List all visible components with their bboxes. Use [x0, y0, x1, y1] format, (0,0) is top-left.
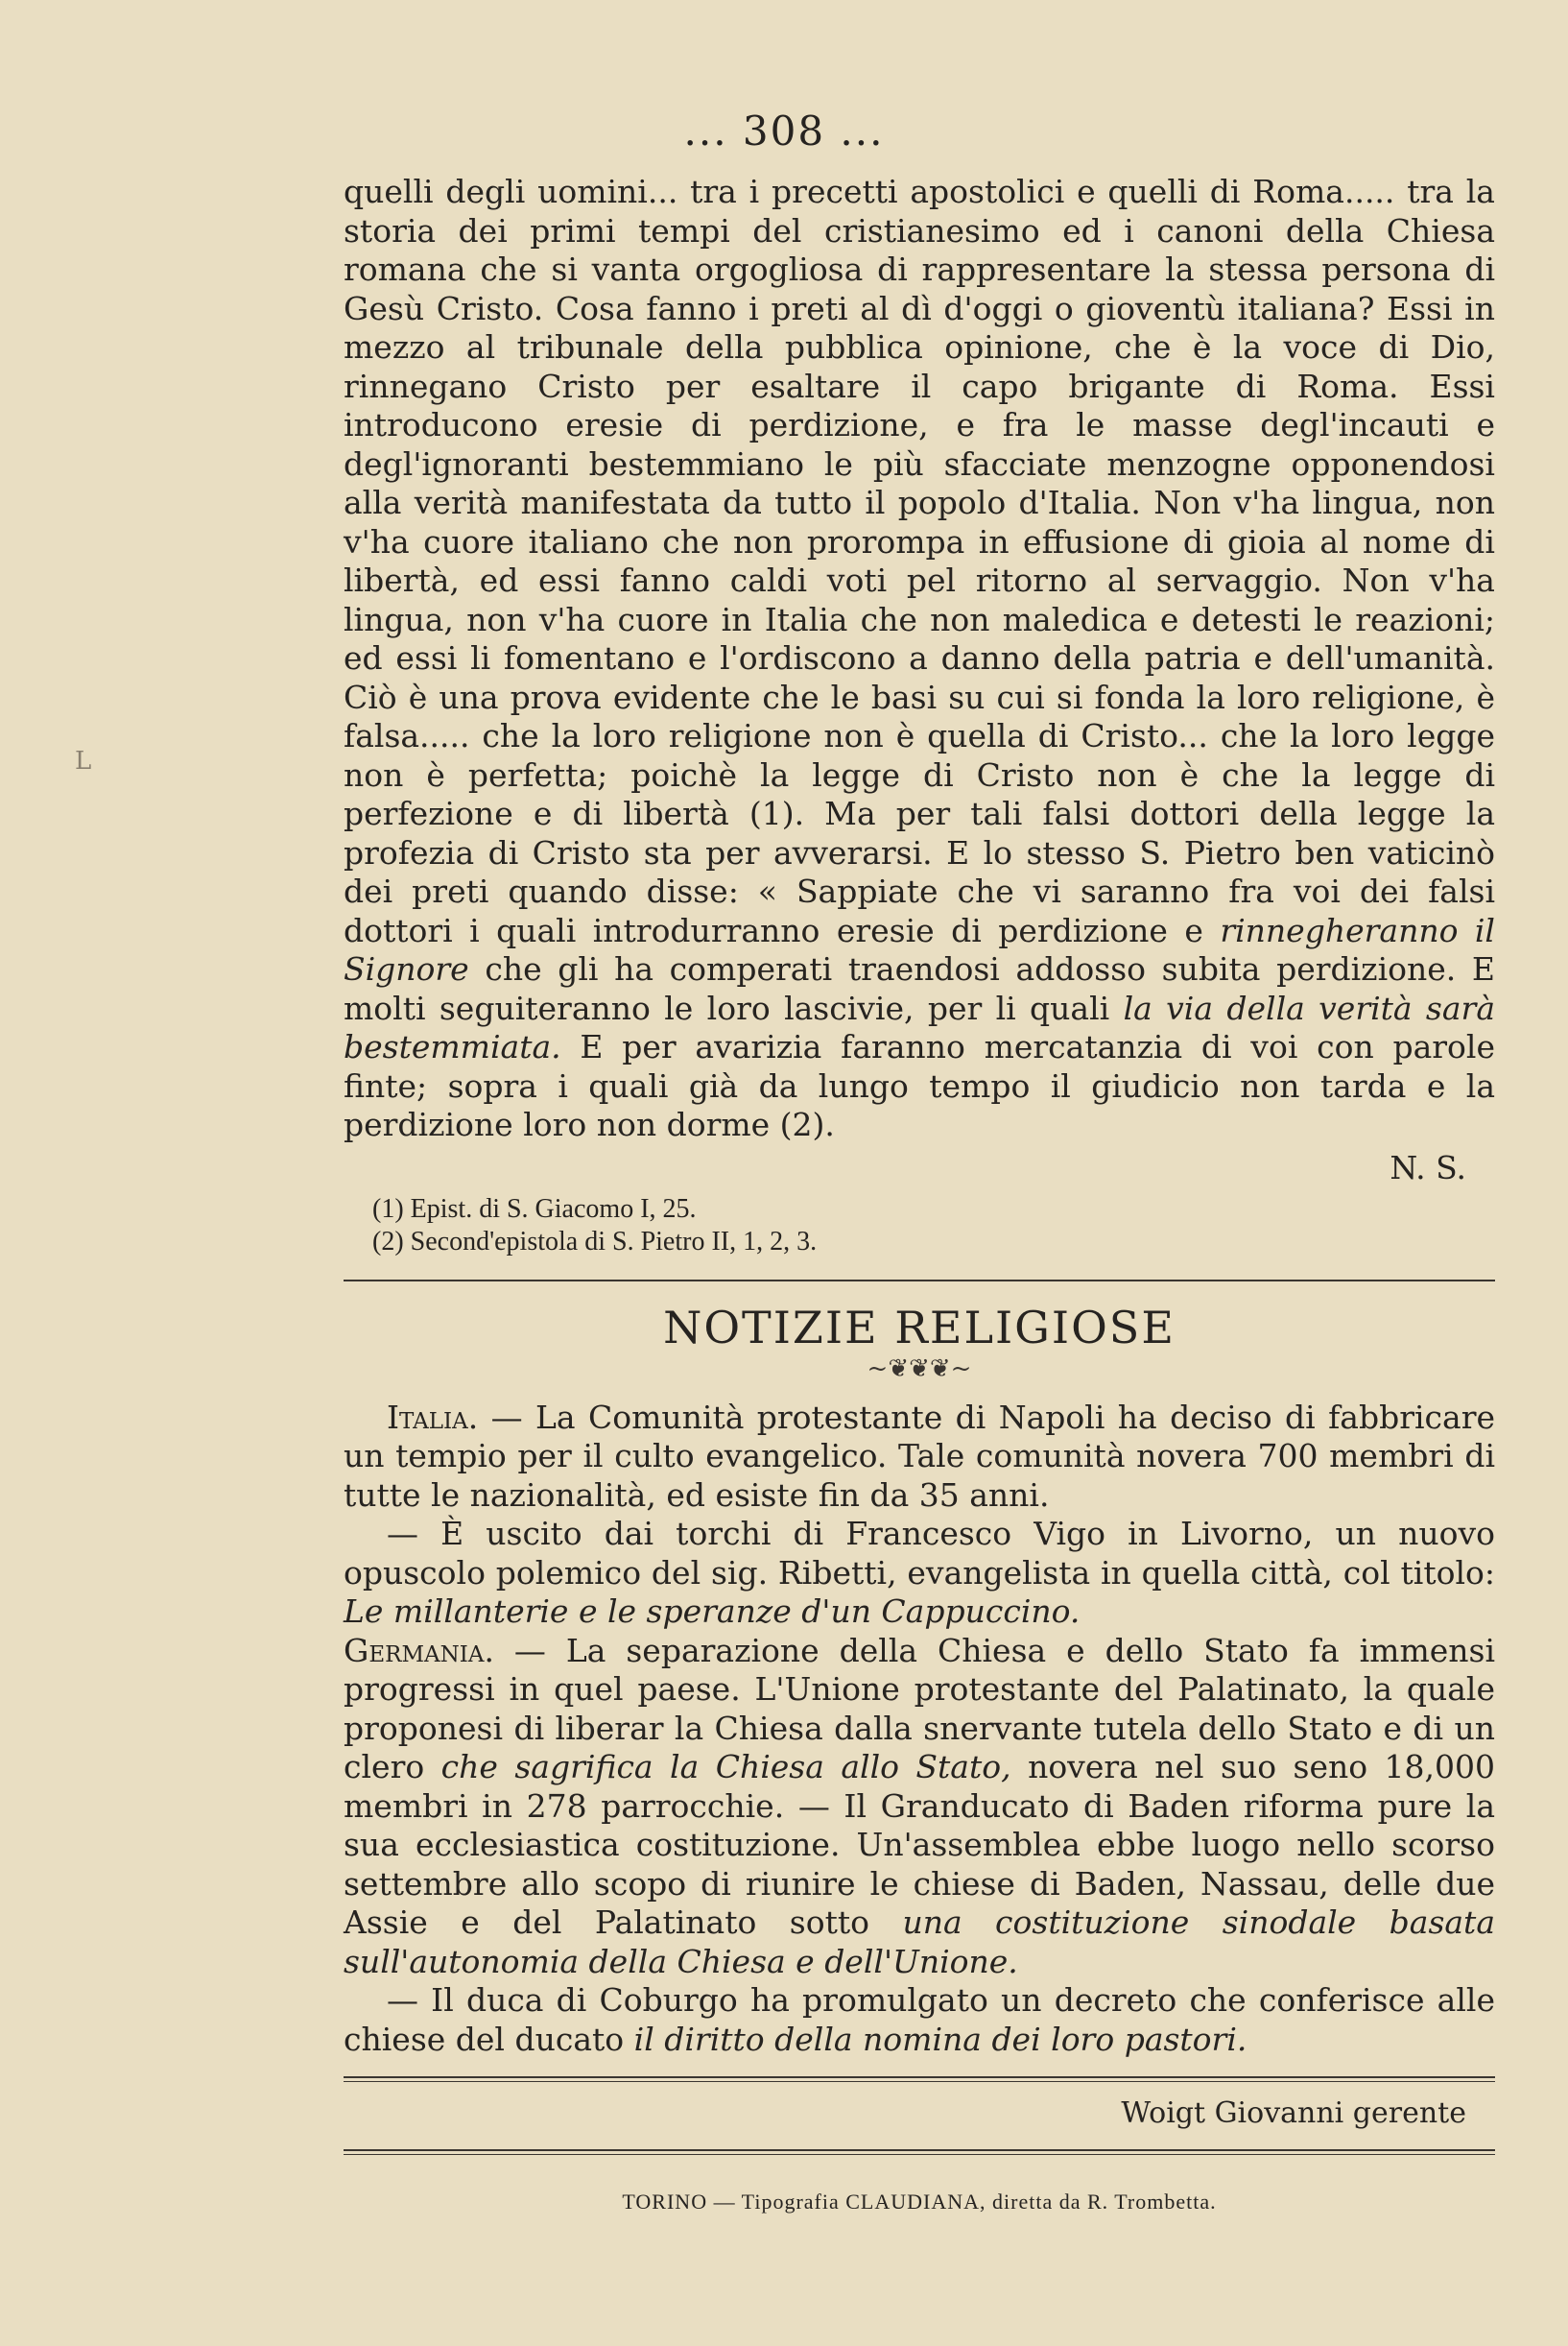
ornament-flourish: ~❦❦❦~ [867, 1353, 972, 1383]
coburgo-italic: il diritto della nomina dei loro pastori. [633, 2020, 1247, 2058]
vigo-title: Le millanterie e le speranze d'un Cappuccino. [344, 1592, 1081, 1630]
germania-text-1: — La separazione della Chiesa e dello Stato fa immensi progressi in quel paese. L'Unione protestante del Palatinato, la quale proponesi di liberar la Chiesa dalla snervante tutela dello Stato e di un clero [344, 1631, 1496, 1785]
coburgo-text: — Il duca di Coburgo ha promulgato un decreto che conferisce alle chiese del ducato [344, 1981, 1495, 2058]
vigo-text: — È uscito dai torchi di Francesco Vigo in Livorno, un nuovo opuscolo polemico del sig. Ribetti, evangelista in quella città, col titolo: [344, 1515, 1495, 1592]
section-divider [344, 1280, 1495, 1281]
article-paragraph [344, 173, 1495, 1145]
footnote-1: (1) Epist. di S. Giacomo I, 25. [372, 1193, 697, 1224]
article-text-2: che gli ha comperati traendosi addosso subita perdizione. E molti seguiteranno le loro lascivie, per li quali [344, 950, 1495, 1027]
footnote-2: (2) Second'epistola di S. Pietro II, 1, 2, 3. [372, 1226, 818, 1257]
germania-text-2: novera nel suo seno 18,000 membri in 278 parrocchie. — Il Granducato di Baden riforma pure la sua ecclesiastica costituzione. Un'assemblea ebbe luogo nello scorso settembre allo scopo di riunire le chiese di Baden, Nassau, delle due Assie e del Palatinato sotto [344, 1748, 1496, 1941]
margin-mark: L [75, 747, 92, 776]
article-text: quelli degli uomini... tra i precetti apostolici e quelli di Roma..... tra la storia dei primi tempi del cristianesimo ed i canoni della Chiesa romana che si vanta orgogliosa di rappresentare la stessa persona di Gesù Cristo. Cosa fanno i preti al dì d'oggi o gioventù italiana? Essi in mezzo al tribunale della pubblica opinione, che è la voce di Dio, rinnegano Cristo per esaltare il capo brigante di Roma. Essi introducono eresie di perdizione, e fra le masse degl'incauti e degl'ignoranti bestemmiano le più sfacciate menzogne opponendosi alla verità manifestata da tutto il popolo d'Italia. Non v'ha lingua, non v'ha cuore italiano che non prorompa in effusione di gioia al nome di libertà, ed essi fanno caldi voti pel ritorno al servaggio. Non v'ha lingua, non v'ha cuore in Italia che non maledica e detesti le reazioni; ed essi li fomentano e l'ordiscono a danno della patria e dell'umanità. Ciò è una prova evidente che le basi su cui si fonda la loro religione, è falsa..... che la loro religione non è quella di Cristo... che la loro legge non è perfetta; poichè la legge di Cristo non è che la legge di perfezione e di libertà (1). Ma per tali falsi dottori della legge la profezia di Cristo sta per avverarsi. E lo stesso S. Pietro ben vaticinò dei preti quando disse: « Sappiate che vi saranno fra voi dei falsi dottori i quali introdurranno eresie di perdizione e [344, 173, 1495, 949]
article-text-3: E per avarizia faranno mercatanzia di voi con parole finte; sopra i quali già da lungo tempo il giudicio non tarda e la perdizione loro non dorme (2). [344, 1028, 1495, 1143]
news-italia [344, 1399, 1495, 1516]
news-heading: NOTIZIE RELIGIOSE [663, 1301, 1176, 1353]
germania-label: Germania. [344, 1631, 494, 1669]
germania-italic-1: che sagrifica la Chiesa allo Stato, [440, 1748, 1011, 1785]
germania-italic-2: una costituzione sinodale basata sull'autonomia della Chiesa e dell'Unione. [344, 1903, 1495, 1980]
manager-line: Woigt Giovanni gerente [1121, 2096, 1466, 2130]
italia-label: Italia. [387, 1398, 479, 1436]
italia-text: — La Comunità protestante di Napoli ha deciso di fabbricare un tempio per il culto evangelico. Tale comunità novera 700 membri di tutte le nazionalità, ed esiste fin da 35 anni. [344, 1398, 1495, 1514]
news-germania [344, 1632, 1495, 1982]
footer-divider [344, 2076, 1495, 2082]
article-italic-1: rinnegheranno il Signore [344, 911, 1495, 988]
footnotes [372, 1193, 1495, 1258]
text-column [344, 173, 1495, 2214]
imprint: TORINO — Tipografia CLAUDIANA, diretta da R. Trombetta. [622, 2190, 1217, 2214]
footer-divider-2 [344, 2149, 1495, 2155]
news-vigo [344, 1515, 1495, 1632]
article-signature: N. S. [1390, 1148, 1466, 1186]
page-number: ... 308 ... [683, 108, 885, 155]
article-italic-2: la via della verità sarà bestemmiata. [344, 989, 1495, 1065]
news-coburgo [344, 1981, 1495, 2059]
